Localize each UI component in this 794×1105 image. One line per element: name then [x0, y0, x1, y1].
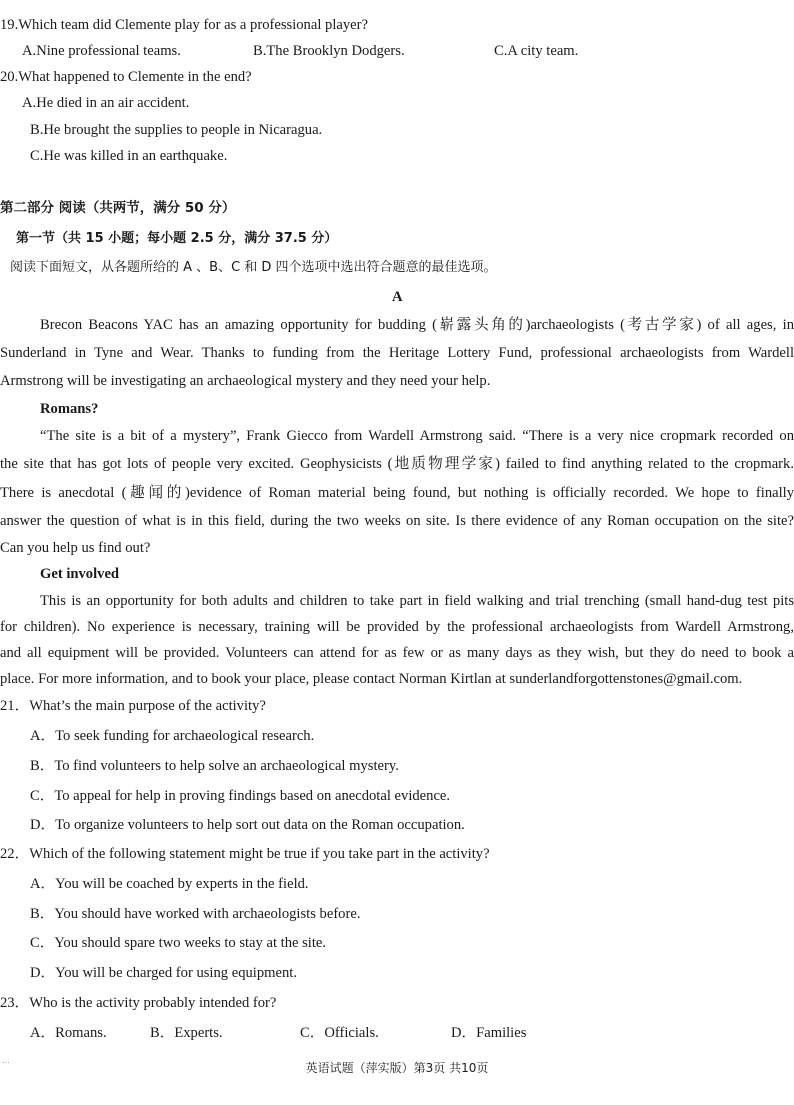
question-22-option-b: B．You should have worked with archaeologists before.	[30, 906, 361, 922]
question-22-option-c: C．You should spare two weeks to stay at the site.	[30, 935, 327, 951]
passage-paragraph-2-line-4: answer the question of what is in this field, during the two weeks on site. Is there evidence of any Roman occupation on the site?	[0, 513, 794, 529]
passage-paragraph-2-line-3: There is anecdotal (趣闻的)evidence of Roman material being found, but nothing is officially recorded. We hope to finally	[0, 485, 794, 501]
question-23-option-c: C．Officials.	[300, 1025, 379, 1041]
part-two-heading: 第二部分 阅读（共两节，满分 50 分）	[0, 200, 236, 216]
question-21-option-b: B．To find volunteers to help solve an archaeological mystery.	[30, 758, 399, 774]
question-23-stem: 23．Who is the activity probably intended for?	[0, 995, 277, 1011]
reading-instruction: 阅读下面短文，从各题所给的 A 、B、C 和 D 四个选项中选出符合题意的最佳选项。	[10, 260, 497, 275]
passage-paragraph-1-line-3: Armstrong will be investigating an archaeological mystery and they need your help.	[0, 373, 491, 389]
question-21-option-a: A．To seek funding for archaeological research.	[30, 728, 315, 744]
question-22-option-d: D．You will be charged for using equipment.	[30, 965, 297, 981]
margin-mark: …	[2, 1056, 10, 1065]
question-19-stem: 19.Which team did Clemente play for as a professional player?	[0, 17, 368, 33]
page-footer: 英语试题（萍实版）第3页 共10页	[305, 1061, 489, 1075]
question-21-stem: 21．What’s the main purpose of the activity?	[0, 698, 266, 714]
passage-paragraph-2-line-2: the site that has got lots of people very excited. Geophysicists (地质物理学家) failed to find anything related to the cropmark.	[0, 456, 794, 472]
passage-paragraph-1-line-2: Sunderland in Tyne and Wear. Thanks to funding from the Heritage Lottery Fund, professional archaeologists from Wardell	[0, 345, 794, 361]
section-one-heading: 第一节（共 15 小题；每小题 2.5 分，满分 37.5 分）	[16, 231, 338, 246]
passage-paragraph-3-line-1: This is an opportunity for both adults and children to take part in field walking and trial trenching (small hand-dug test pits	[40, 593, 794, 609]
question-19-option-c: C.A city team.	[494, 43, 579, 59]
question-23-option-d: D．Families	[451, 1025, 527, 1041]
question-21-option-c: C．To appeal for help in proving findings based on anecdotal evidence.	[30, 788, 451, 804]
subheading-get-involved: Get involved	[40, 566, 120, 582]
question-20-option-a: A.He died in an air accident.	[22, 95, 190, 111]
question-20-option-c: C.He was killed in an earthquake.	[30, 148, 228, 164]
question-20-stem: 20.What happened to Clemente in the end?	[0, 69, 252, 85]
question-23-option-b: B．Experts.	[150, 1025, 223, 1041]
passage-paragraph-2-line-5: Can you help us find out?	[0, 540, 151, 556]
question-23-option-a: A．Romans.	[30, 1025, 107, 1041]
question-21-option-d: D．To organize volunteers to help sort out data on the Roman occupation.	[30, 817, 465, 833]
passage-paragraph-3-line-3: and all equipment will be provided. Volunteers can attend for as few or as many days as they wish, but they do need to book a	[0, 645, 794, 661]
question-22-stem: 22．Which of the following statement might be true if you take part in the activity?	[0, 846, 490, 862]
passage-paragraph-1-line-1: Brecon Beacons YAC has an amazing opportunity for budding (崭露头角的)archaeologists (考古学家) of all ages, in	[40, 317, 794, 333]
question-20-option-b: B.He brought the supplies to people in Nicaragua.	[30, 122, 323, 138]
subheading-romans: Romans?	[40, 401, 99, 417]
question-22-option-a: A．You will be coached by experts in the field.	[30, 876, 309, 892]
passage-paragraph-3-line-4: place. For more information, and to book your place, please contact Norman Kirtlan at sunderlandforgottenstones@gmail.com.	[0, 671, 743, 687]
question-19-option-a: A.Nine professional teams.	[22, 43, 181, 59]
passage-paragraph-2-line-1: “The site is a bit of a mystery”, Frank Giecco from Wardell Armstrong said. “There is a very nice cropmark recorded on	[40, 428, 794, 444]
passage-paragraph-3-line-2: for children). No experience is necessary, training will be provided by the professional archaeologists from Wardell Armstrong,	[0, 619, 794, 635]
passage-label: A	[392, 289, 403, 305]
question-19-option-b: B.The Brooklyn Dodgers.	[253, 43, 405, 59]
